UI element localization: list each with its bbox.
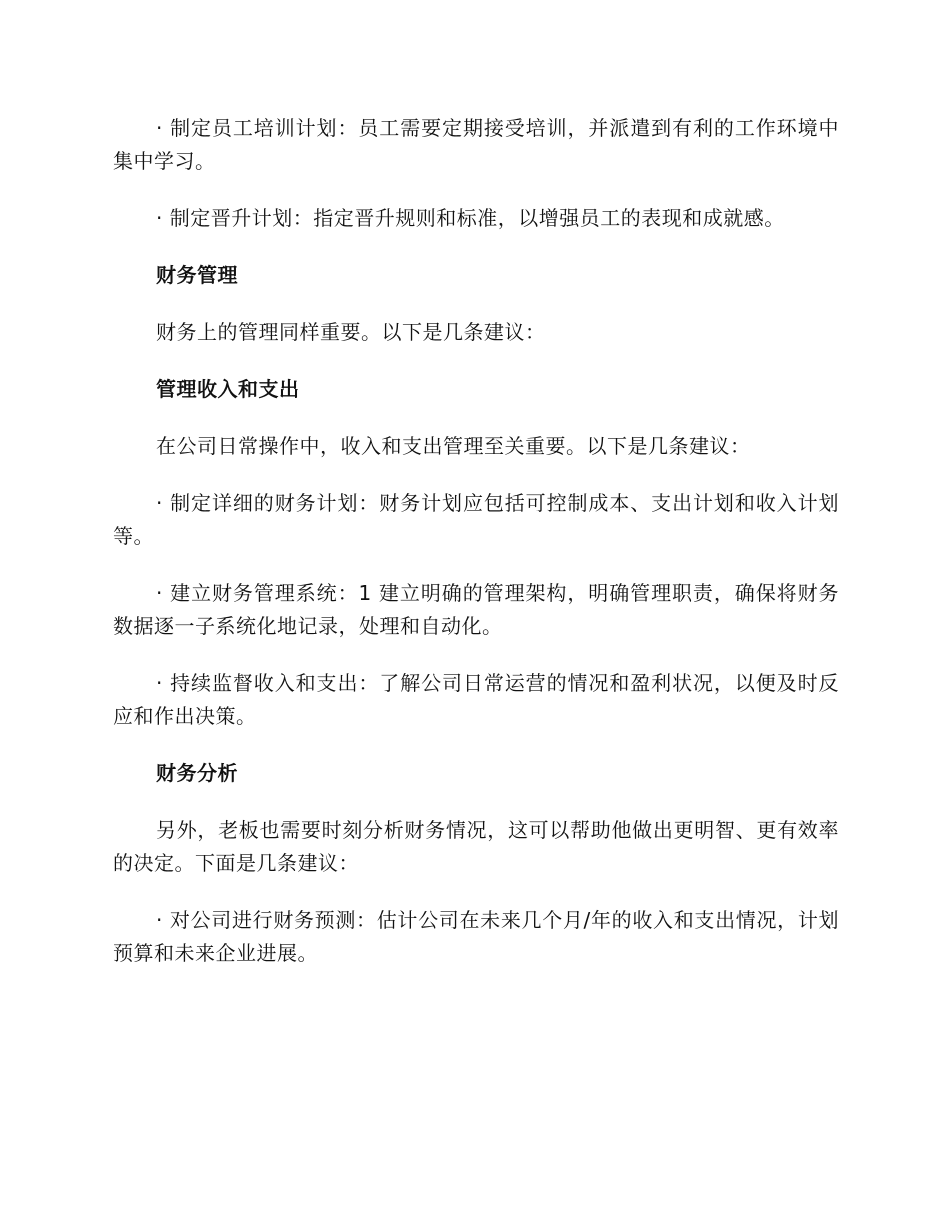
bullet-promotion-plan: · 制定晋升计划：指定晋升规则和标准，以增强员工的表现和成就感。 (156, 206, 785, 230)
bullet-financial-forecast: · 对公司进行财务预测：估计公司在未来几个月/年的收入和支出情况，计划预算和未来企业进展。 (113, 908, 839, 965)
heading-financial-management: 财务管理 (156, 263, 238, 287)
income-expense-intro: 在公司日常操作中，收入和支出管理至关重要。以下是几条建议： (156, 434, 751, 458)
bullet-financial-plan: · 制定详细的财务计划：财务计划应包括可控制成本、支出计划和收入计划等。 (113, 491, 839, 548)
heading-financial-analysis: 财务分析 (156, 761, 238, 785)
financial-management-intro: 财务上的管理同样重要。以下是几条建议： (156, 320, 546, 344)
heading-income-expense: 管理收入和支出 (156, 377, 300, 401)
financial-analysis-intro: 另外，老板也需要时刻分析财务情况，这可以帮助他做出更明智、更有效率的决定。下面是几条建议： (113, 818, 839, 875)
document-page (113, 112, 839, 994)
bullet-monitor-income: · 持续监督收入和支出：了解公司日常运营的情况和盈利状况，以便及时反应和作出决策。 (113, 671, 839, 728)
bullet-training-plan: · 制定员工培训计划：员工需要定期接受培训，并派遣到有利的工作环境中集中学习。 (113, 116, 839, 173)
bullet-financial-system: · 建立财务管理系统：1 建立明确的管理架构，明确管理职责，确保将财务数据逐一子系统化地记录，处理和自动化。 (113, 581, 839, 638)
